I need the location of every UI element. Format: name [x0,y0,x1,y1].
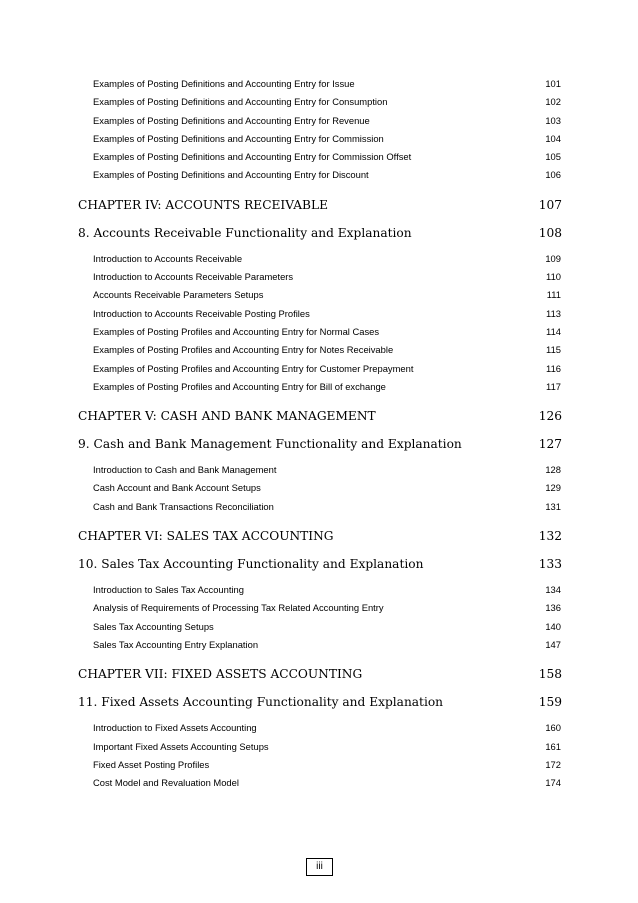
toc-section-heading[interactable] [78,550,562,578]
toc-entry-title: Examples of Posting Definitions and Accounting Entry for Consumption [93,96,388,108]
toc-section-title: 9. Cash and Bank Management Functionality and Explanation [78,437,462,452]
toc-entry-page: 128 [545,464,561,476]
toc-entry-page: 106 [545,169,561,181]
toc-entry-title: Examples of Posting Definitions and Accounting Entry for Issue [93,78,355,89]
toc-chapter-title: CHAPTER VI: SALES TAX ACCOUNTING [78,529,334,544]
toc-entry-page: 129 [545,482,561,494]
toc-chapter-heading[interactable] [78,522,562,550]
toc-chapter-page: 126 [538,409,562,424]
toc-chapter-title: CHAPTER IV: ACCOUNTS RECEIVABLE [78,197,328,212]
toc-entry-page: 105 [545,151,561,163]
toc-entry[interactable] [78,636,562,654]
toc-entry[interactable] [78,738,562,756]
toc-entry[interactable] [78,378,562,396]
toc-entry-title: Introduction to Accounts Receivable [93,252,243,264]
toc-section-title: 10. Sales Tax Accounting Functionality and Explanation [78,557,424,572]
toc-entry-page: 104 [545,132,561,144]
toc-entry[interactable] [78,75,562,93]
toc-entry[interactable] [78,286,562,304]
toc-entry[interactable] [78,250,562,268]
toc-entry-page: 115 [546,344,561,356]
toc-entry[interactable] [78,148,562,166]
toc-entry-page: 160 [545,722,561,734]
toc-section-heading[interactable] [78,219,562,247]
toc-entry[interactable] [78,479,562,497]
toc-entry[interactable] [78,756,562,774]
toc-entry-page: 134 [545,584,561,596]
toc-chapter-title: CHAPTER V: CASH AND BANK MANAGEMENT [78,409,376,424]
toc-entry-title: Cash and Bank Transactions Reconciliation [93,500,274,512]
toc-entry-title: Introduction to Accounts Receivable Parameters [93,271,294,283]
toc-entry-title: Sales Tax Accounting Setups [93,620,214,632]
table-of-contents [78,75,562,792]
toc-entry-page: 147 [545,638,561,650]
toc-entry[interactable] [78,341,562,359]
toc-section-title: 11. Fixed Assets Accounting Functionality and Explanation [78,695,444,710]
toc-entry[interactable] [78,305,562,323]
toc-entry-page: 111 [546,289,561,301]
toc-chapter-heading[interactable] [78,402,562,430]
toc-entry-title: Cost Model and Revaluation Model [93,777,239,789]
toc-section-page: 108 [538,225,562,240]
toc-entry-title: Examples of Posting Definitions and Accounting Entry for Discount [93,169,369,181]
toc-entry[interactable] [78,360,562,378]
toc-chapter-page: 132 [538,529,562,544]
toc-entry[interactable] [78,461,562,479]
toc-entry-page: 101 [545,78,561,89]
page-number: iii [306,858,333,876]
toc-entry-title: Examples of Posting Profiles and Accounting Entry for Normal Cases [93,325,380,337]
toc-entry-title: Cash Account and Bank Account Setups [93,482,261,494]
toc-entry-page: 131 [545,500,561,512]
toc-section-page: 127 [538,437,562,452]
toc-chapter-heading[interactable] [78,191,562,219]
toc-chapter-page: 158 [538,667,562,682]
toc-entry[interactable] [78,774,562,792]
toc-entry[interactable] [78,112,562,130]
toc-entry-title: Examples of Posting Profiles and Accounting Entry for Notes Receivable [93,344,394,356]
toc-chapter-title: CHAPTER VII: FIXED ASSETS ACCOUNTING [78,667,363,682]
toc-entry-title: Introduction to Fixed Assets Accounting [93,722,257,734]
toc-entry-page: 172 [545,758,561,770]
toc-entry-title: Sales Tax Accounting Entry Explanation [93,638,259,650]
toc-entry-title: Introduction to Cash and Bank Management [93,464,277,476]
toc-entry-page: 113 [546,307,561,319]
toc-entry-page: 136 [545,602,561,614]
toc-section-title: 8. Accounts Receivable Functionality and Explanation [78,225,412,240]
toc-entry[interactable] [78,323,562,341]
toc-entry-title: Examples of Posting Profiles and Accounting Entry for Customer Prepayment [93,362,414,374]
toc-entry[interactable] [78,498,562,516]
toc-section-heading[interactable] [78,688,562,716]
toc-entry-page: 140 [545,620,561,632]
toc-entry-title: Important Fixed Assets Accounting Setups [93,740,269,752]
toc-entry-title: Introduction to Sales Tax Accounting [93,584,244,596]
toc-entry[interactable] [78,599,562,617]
toc-entry-title: Examples of Posting Profiles and Accounting Entry for Bill of exchange [93,380,386,392]
toc-entry-page: 174 [545,777,561,789]
toc-entry[interactable] [78,719,562,737]
toc-entry-title: Examples of Posting Definitions and Accounting Entry for Revenue [93,114,370,126]
toc-entry-page: 117 [546,380,561,392]
toc-entry-title: Examples of Posting Definitions and Accounting Entry for Commission Offset [93,151,412,163]
toc-entry-title: Introduction to Accounts Receivable Posting Profiles [93,307,310,319]
toc-section-page: 159 [538,695,562,710]
toc-entry-page: 102 [545,96,561,108]
toc-entry[interactable] [78,93,562,111]
toc-entry[interactable] [78,166,562,184]
toc-section-page: 133 [538,557,562,572]
toc-entry-title: Accounts Receivable Parameters Setups [93,289,264,301]
toc-entry[interactable] [78,581,562,599]
toc-entry-page: 103 [545,114,561,126]
toc-entry-title: Examples of Posting Definitions and Accounting Entry for Commission [93,132,384,144]
toc-entry-page: 116 [546,362,561,374]
toc-entry[interactable] [78,130,562,148]
toc-entry[interactable] [78,268,562,286]
toc-section-heading[interactable] [78,430,562,458]
toc-chapter-heading[interactable] [78,660,562,688]
toc-entry[interactable] [78,618,562,636]
toc-entry-page: 114 [546,325,561,337]
toc-entry-title: Fixed Asset Posting Profiles [93,758,210,770]
toc-entry-page: 109 [545,252,561,264]
toc-entry-page: 161 [545,740,561,752]
toc-chapter-page: 107 [538,197,562,212]
toc-entry-title: Analysis of Requirements of Processing Tax Related Accounting Entry [93,602,384,614]
toc-entry-page: 110 [546,271,561,283]
